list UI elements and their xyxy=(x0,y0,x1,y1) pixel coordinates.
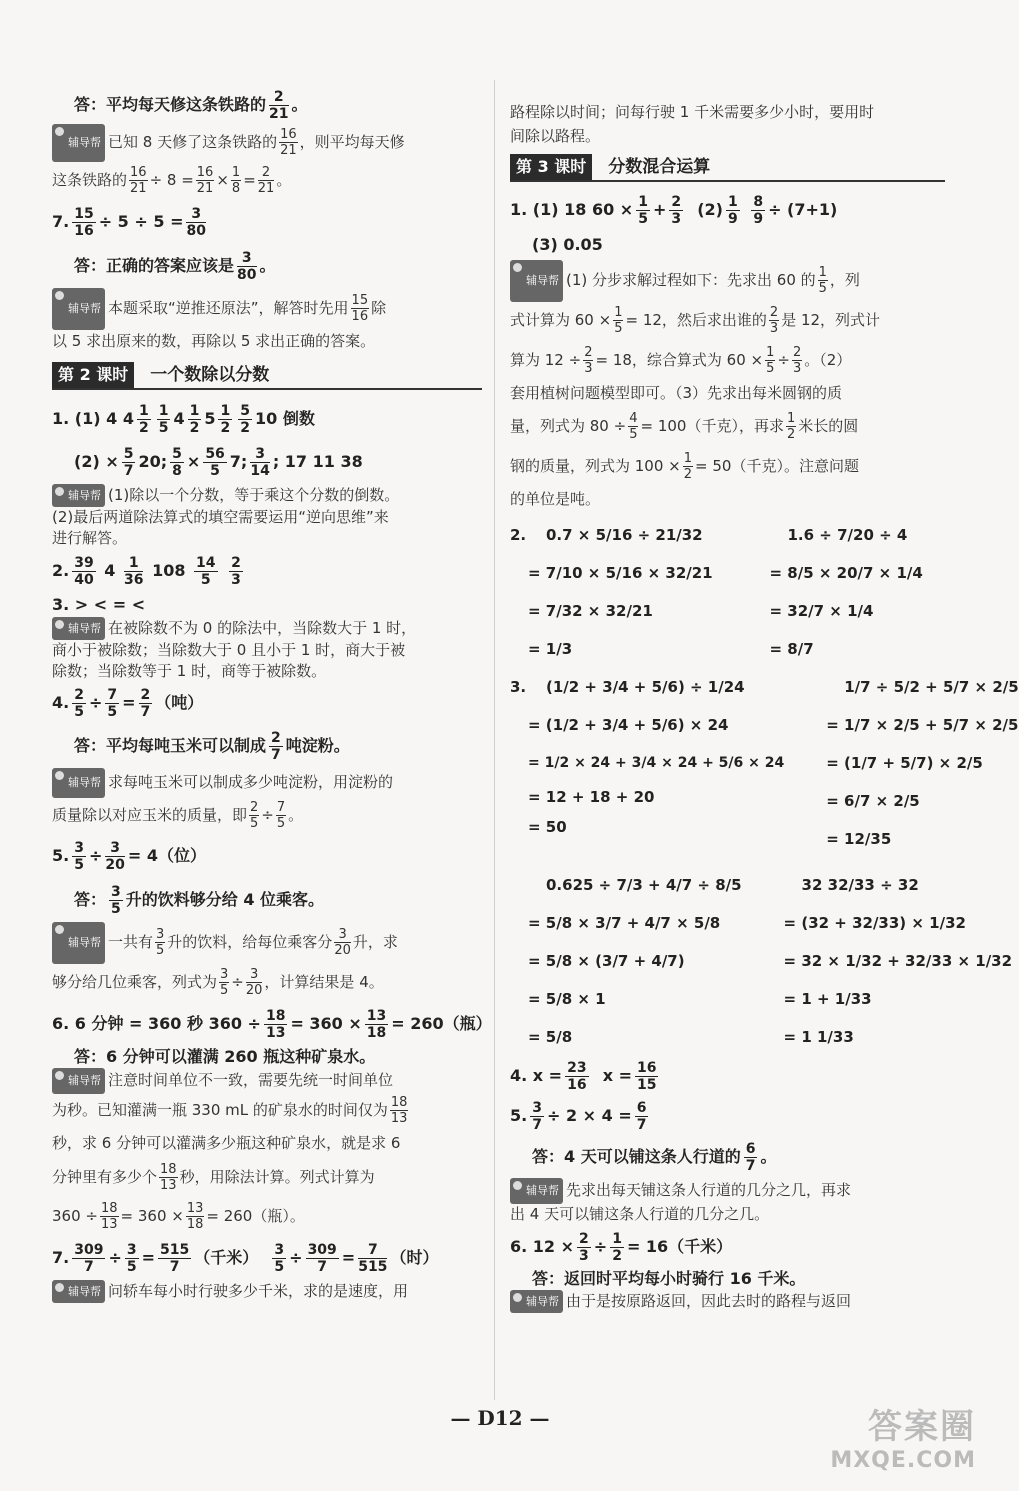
answer-line: 答：平均每吨玉米可以制成 $\frac{2}{7}$ 吨淀粉。 xyxy=(74,730,350,763)
question-1: 1. (1) 18 60 × $\frac{1}{5}$ + $\frac{2}{3}$ (2) $\frac{1}{9}$ $\frac{8}{9}$ ÷ (7+1) xyxy=(510,194,838,227)
question-1-part2: (2) × $\frac{5}{7}$ 20; $\frac{5}{8}$ × $\frac{56}{5}$ 7; $\frac{3}{14}$ ; 17 11 38 xyxy=(74,446,363,479)
column-divider xyxy=(494,80,495,1400)
fraction: $\frac{16}{21}$ xyxy=(280,127,297,158)
calc-step: = 12 + 18 + 20 xyxy=(528,788,655,806)
calc-block xyxy=(742,866,1013,1056)
lesson-header xyxy=(510,152,945,182)
calc-step: = 8/7 xyxy=(769,640,814,658)
answer-line: 答：返回时平均每小时骑行 16 千米。 xyxy=(532,1269,806,1288)
calc-step: = 1 + 1/33 xyxy=(783,990,872,1008)
hint-line: 辅导帮 在被除数不为 0 的除法中，当除数大于 1 时， xyxy=(52,617,482,640)
answer-line: 答：4 天可以铺这条人行道的 $\frac{6}{7}$ 。 xyxy=(532,1141,777,1174)
hint-badge: 辅导帮 xyxy=(52,617,105,640)
calc-step: = 32/7 × 1/4 xyxy=(769,602,874,620)
hint-badge: 辅导帮 xyxy=(52,922,105,964)
hint-line: 除数；当除数等于 1 时，商等于被除数。 xyxy=(52,662,327,680)
watermark-url: MXQE.COM xyxy=(830,1448,976,1473)
hint-badge: 辅导帮 xyxy=(510,1290,563,1313)
calc-step: = (1/7 + 5/7) × 2/5 xyxy=(826,754,983,772)
lesson-title: 分数混合运算 xyxy=(608,157,711,177)
calc-step: = 50 xyxy=(528,818,567,836)
question-7b: 7. $\frac{309}{7}$ ÷ $\frac{3}{5}$ = $\frac{515}{7}$ （千米） $\frac{3}{5}$ ÷ $\frac{309}{7}$ = $\frac{7}{515}$ （时） xyxy=(52,1242,439,1275)
hint-badge: 辅导帮 xyxy=(52,484,105,507)
calc-block xyxy=(784,668,1018,858)
hint-badge: 辅导帮 xyxy=(52,1068,105,1094)
calc-step: 1.6 ÷ 7/20 ÷ 4 xyxy=(787,526,908,544)
fraction: $\frac{2}{21}$ xyxy=(269,89,289,122)
hint-line: 够分给几位乘客，列式为 $\frac{3}{5}$ ÷ $\frac{3}{20}$ ，计算结果是 4。 xyxy=(52,967,384,998)
hint-line: 辅导帮 一共有 $\frac{3}{5}$ 升的饮料，给每位乘客分 $\frac{3}{20}$ 升，求 xyxy=(52,922,482,962)
question-3-calcs xyxy=(510,668,1019,858)
hint-line: 辅导帮 (1) 分步求解过程如下：先求出 60 的 $\frac{1}{5}$ ，列 xyxy=(510,260,945,300)
hint-line: 辅导帮 (1)除以一个分数，等于乘这个分数的倒数。 xyxy=(52,484,482,507)
hint-badge: 辅导帮 xyxy=(510,1178,563,1204)
question-5: 5. $\frac{3}{5}$ ÷ $\frac{3}{20}$ = 4（位） xyxy=(52,840,206,873)
answer-line: 答：6 分钟可以灌满 260 瓶这种矿泉水。 xyxy=(74,1047,376,1066)
calc-step: = 1/3 xyxy=(528,640,573,658)
hint-line: 式计算为 60 × $\frac{1}{5}$ = 12，然后求出谁的 $\frac{2}{3}$ 是 12，列式计 xyxy=(510,305,881,336)
hint-badge: 辅导帮 xyxy=(52,768,105,798)
calc-step: 32 32/33 ÷ 32 xyxy=(801,876,919,894)
hint-line: 辅导帮 注意时间单位不一致，需要先统一时间单位 xyxy=(52,1068,482,1092)
calc-block xyxy=(728,516,946,668)
answer-line: 答：平均每天修这条铁路的 $\frac{2}{21}$ 。 xyxy=(74,89,308,122)
hint-badge: 辅导帮 xyxy=(52,124,105,162)
hint-line: 出 4 天可以铺这条人行道的几分之几。 xyxy=(510,1205,770,1223)
hint-line: 辅导帮 问轿车每小时行驶多少千米，求的是速度，用 xyxy=(52,1280,482,1303)
hint-line: 秒，求 6 分钟可以灌满多少瓶这种矿泉水，就是求 6 xyxy=(52,1134,401,1152)
calc-step: = 1/7 × 2/5 + 5/7 × 2/5 xyxy=(826,716,1019,734)
calc-step: = 12/35 xyxy=(826,830,892,848)
question-2: 2. $\frac{39}{40}$ 4 $\frac{1}{36}$ 108 $\frac{14}{5}$ $\frac{2}{3}$ xyxy=(52,555,241,588)
calc-step: 1/7 ÷ 5/2 + 5/7 × 2/5 xyxy=(844,678,1019,696)
calc-step: = 6/7 × 2/5 xyxy=(826,792,920,810)
calc-step: = 5/8 × (3/7 + 4/7) xyxy=(528,952,685,970)
answer-text: 答：平均每天修这条铁路的 xyxy=(74,95,267,114)
calc-step: = 7/32 × 32/21 xyxy=(528,602,653,620)
calc-step: = 32 × 1/32 + 32/33 × 1/32 xyxy=(783,952,1013,970)
question-2-calcs xyxy=(510,516,945,668)
hint-line: 辅导帮 由于是按原路返回，因此去时的路程与返回 xyxy=(510,1290,945,1313)
calc-step: = (32 + 32/33) × 1/32 xyxy=(783,914,966,932)
calc-step: = 1/2 × 24 + 3/4 × 24 + 5/6 × 24 xyxy=(528,755,785,771)
hint-line: 进行解答。 xyxy=(52,529,128,547)
hint-line: 360 ÷ $\frac{18}{13}$ = 360 × $\frac{13}{18}$ = 260（瓶）。 xyxy=(52,1201,305,1232)
hint-line: 以 5 求出原来的数，再除以 5 求出正确的答案。 xyxy=(52,332,376,350)
hint-line: 质量除以对应玉米的质量，即 $\frac{2}{5}$ ÷ $\frac{7}{5}$ 。 xyxy=(52,800,304,831)
lesson-tag: 第 3 课时 xyxy=(510,154,592,180)
hint-line: 辅导帮 已知 8 天修了这条铁路的 $\frac{16}{21}$ ，则平均每天修 xyxy=(52,124,482,160)
hint-line: 为秒。已知灌满一瓶 330 mL 的矿泉水的时间仅为 $\frac{18}{13}$ xyxy=(52,1095,408,1126)
question-5: 5. $\frac{3}{7}$ ÷ 2 × 4 = $\frac{6}{7}$ xyxy=(510,1100,647,1133)
lesson-tag: 第 2 课时 xyxy=(52,362,134,388)
calc-step: = 5/8 × 1 xyxy=(528,990,606,1008)
calc-step: = 5/8 × 3/7 + 4/7 × 5/8 xyxy=(528,914,721,932)
hint-line: 算为 12 ÷ $\frac{2}{3}$ = 18，综合算式为 60 × $\frac{1}{5}$ ÷ $\frac{2}{3}$ 。（2） xyxy=(510,345,852,376)
calc-step: = 8/5 × 20/7 × 1/4 xyxy=(769,564,923,582)
calc-block: 2. 0.7 × 5/16 ÷ 21/32 = 7/10 × 5/16 × 32/21 = 7/32 × 32/21 = 1/3 xyxy=(510,516,728,668)
calc-step: = (1/2 + 3/4 + 5/6) × 24 xyxy=(528,716,729,734)
lesson-title: 一个数除以分数 xyxy=(150,365,270,385)
calc-step: 0.7 × 5/16 ÷ 21/32 xyxy=(546,526,703,544)
hint-line: 的单位是吨。 xyxy=(510,490,601,508)
calc-step: (1/2 + 3/4 + 5/6) ÷ 1/24 xyxy=(546,678,745,696)
watermark-logo-text: 答案圈 xyxy=(868,1407,976,1447)
calc-step: = 5/8 xyxy=(528,1028,573,1046)
hint-line: (2)最后两道除法算式的填空需要运用“逆向思维”来 xyxy=(52,508,389,526)
page-number: — D12 — xyxy=(450,1406,550,1430)
hint-line: 钢的质量，列式为 100 × $\frac{1}{2}$ = 50（千克）。注意问题 xyxy=(510,451,859,482)
answer-line: 答：正确的答案应该是 $\frac{3}{80}$ 。 xyxy=(74,250,276,283)
left-column xyxy=(52,86,492,1303)
answer-line: 答： $\frac{3}{5}$ 升的饮料够分给 4 位乘客。 xyxy=(74,884,325,917)
hint-badge: 辅导帮 xyxy=(52,1280,105,1303)
calc-block xyxy=(510,866,742,1056)
question-4: 4. x = $\frac{23}{16}$ x = $\frac{16}{15}$ xyxy=(510,1060,657,1093)
calc-step: = 7/10 × 5/16 × 32/21 xyxy=(528,564,713,582)
calc-step: = 1 1/33 xyxy=(783,1028,854,1046)
hint-line: 辅导帮 本题采取“逆推还原法”，解答时先用 $\frac{15}{16}$ 除 xyxy=(52,288,482,328)
question-3: 3. > < = < xyxy=(52,595,146,614)
question-7: 7. $\frac{15}{16}$ ÷ 5 ÷ 5 = $\frac{3}{80}$ xyxy=(52,206,206,239)
watermark xyxy=(830,1399,976,1473)
question-4: 4. $\frac{2}{5}$ ÷ $\frac{7}{5}$ = $\frac{2}{7}$ （吨） xyxy=(52,687,204,720)
question-6: 6. 6 分钟 = 360 秒 360 ÷ $\frac{18}{13}$ = 360 × $\frac{13}{18}$ = 260（瓶） xyxy=(52,1008,492,1041)
hint-line: 间除以路程。 xyxy=(510,127,601,145)
hint-line: 商小于被除数；当除数大于 0 且小于 1 时，商大于被 xyxy=(52,641,406,659)
hint-line: 辅导帮 先求出每天铺这条人行道的几分之几，再求 xyxy=(510,1178,945,1202)
hint-line: 套用植树问题模型即可。（3）先求出每米圆钢的质 xyxy=(510,384,843,402)
right-column xyxy=(510,100,1019,1313)
hint-line: 辅导帮 求每吨玉米可以制成多少吨淀粉，用淀粉的 xyxy=(52,768,482,796)
hint-line: 路程除以时间；问每行驶 1 千米需要多少小时，要用时 xyxy=(510,103,875,121)
question-1-part3: (3) 0.05 xyxy=(532,235,603,254)
question-3-calcs-2 xyxy=(510,866,1013,1056)
hint-line: 这条铁路的 $\frac{16}{21}$ ÷ 8 = $\frac{16}{21}$ × $\frac{1}{8}$ = $\frac{2}{21}$ 。 xyxy=(52,165,292,196)
lesson-header xyxy=(52,360,482,390)
hint-line: 量，列式为 80 ÷ $\frac{4}{5}$ = 100（千克），再求 $\frac{1}{2}$ 米长的圆 xyxy=(510,411,859,442)
hint-line: 分钟里有多少个 $\frac{18}{13}$ 秒，用除法计算。列式计算为 xyxy=(52,1162,375,1193)
question-6: 6. 12 × $\frac{2}{3}$ ÷ $\frac{1}{2}$ = 16（千米） xyxy=(510,1231,733,1264)
calc-block: 3. (1/2 + 3/4 + 5/6) ÷ 1/24 = (1/2 + 3/4 + 5/6) × 24 = 1/2 × 24 + 3/4 × 24 + 5/6 × 24 = 12 + 18 + 20 = 50 xyxy=(510,668,784,858)
question-1: 1. (1) 4 4 $\frac{1}{2}$ $\frac{1}{5}$ 4 $\frac{1}{2}$ 5 $\frac{1}{2}$ $\frac{5}{2}$ 10 倒数 xyxy=(52,403,315,436)
hint-badge: 辅导帮 xyxy=(52,288,105,330)
calc-step: 0.625 ÷ 7/3 + 4/7 ÷ 8/5 xyxy=(546,876,742,894)
hint-badge: 辅导帮 xyxy=(510,260,563,302)
